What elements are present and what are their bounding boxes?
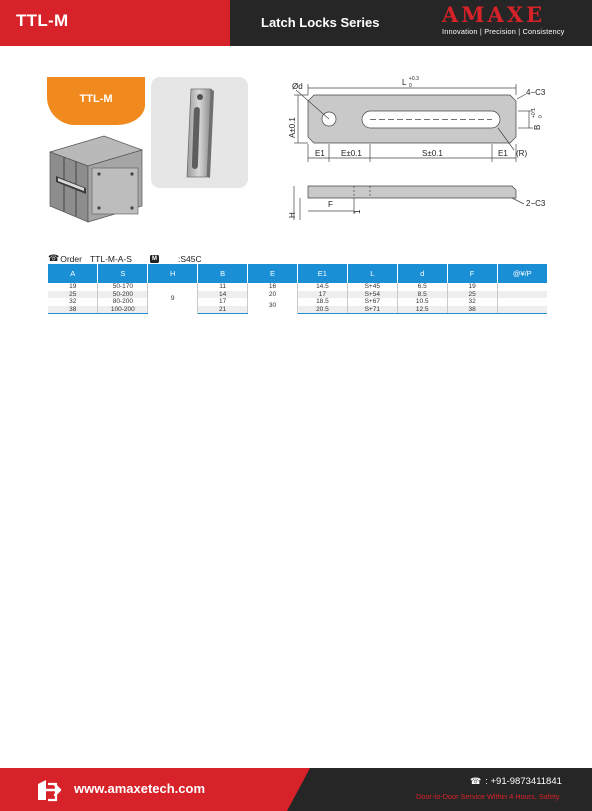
mold-assembly-image xyxy=(44,130,148,228)
cell-d: 6.5 xyxy=(397,283,447,291)
label-E: E±0.1 xyxy=(341,149,362,158)
product-badge xyxy=(47,77,145,125)
col-header: E1 xyxy=(297,264,347,283)
cell-E: 30 xyxy=(248,298,298,314)
label-L: L xyxy=(402,78,407,87)
label-2C3: 2−C3 xyxy=(526,199,546,208)
col-header: H xyxy=(148,264,198,283)
cell-L: S+54 xyxy=(347,291,397,299)
label-T: 1 xyxy=(353,209,362,214)
col-header: E xyxy=(248,264,298,283)
cell-L: S+71 xyxy=(347,306,397,314)
door-arrow-icon xyxy=(34,776,64,804)
col-header: F xyxy=(447,264,497,283)
cell-S: 80-200 xyxy=(98,298,148,306)
cell-E: 16 xyxy=(248,283,298,291)
product-photo xyxy=(151,77,248,188)
table-row xyxy=(48,306,547,314)
footer-phone xyxy=(470,776,562,787)
cell-A: 19 xyxy=(48,283,98,291)
technical-drawing xyxy=(286,74,548,222)
cell-A: 32 xyxy=(48,298,98,306)
cell-H: 9 xyxy=(148,283,198,314)
service-note: Door-to-Door Service Within 4 Hours, Safety xyxy=(416,792,560,801)
label-4C3: 4−C3 xyxy=(526,88,546,97)
label-L-tol-upper: +0.3 xyxy=(409,76,419,82)
material-symbol: M xyxy=(151,255,157,262)
brand-logo xyxy=(442,2,582,41)
label-E1-right: E1 xyxy=(498,149,508,158)
cell-price xyxy=(497,291,547,299)
cell-B: 11 xyxy=(198,283,248,291)
label-B: B xyxy=(533,124,542,130)
label-B-tol-lower: 0 xyxy=(538,115,544,118)
table-header-row xyxy=(48,264,547,283)
cell-F: 32 xyxy=(447,298,497,306)
label-L-tol-lower: 0 xyxy=(409,83,412,89)
label-R: (R) xyxy=(516,149,528,158)
cell-B: 21 xyxy=(198,306,248,314)
order-code: TTL-M-A-S xyxy=(89,253,132,264)
col-header: A xyxy=(48,264,98,283)
cell-S: 50-170 xyxy=(98,283,148,291)
label-E1-left: E1 xyxy=(315,149,325,158)
cell-F: 38 xyxy=(447,306,497,314)
cell-B: 17 xyxy=(198,298,248,306)
cell-d: 10.5 xyxy=(397,298,447,306)
label-S: S±0.1 xyxy=(422,149,443,158)
label-d: Ød xyxy=(292,82,303,91)
cell-A: 25 xyxy=(48,291,98,299)
telephone-icon: ☎ xyxy=(48,253,60,263)
col-header: S xyxy=(98,264,148,283)
cell-price xyxy=(497,306,547,314)
spec-table xyxy=(48,264,547,314)
cell-A: 38 xyxy=(48,306,98,314)
telephone-icon: ☎ xyxy=(470,776,482,786)
cell-d: 8.5 xyxy=(397,291,447,299)
cell-S: 50-200 xyxy=(98,291,148,299)
latch-bar-photo xyxy=(151,77,248,188)
label-A: A±0.1 xyxy=(288,117,297,138)
website-link[interactable]: www.amaxetech.com xyxy=(74,781,206,796)
cell-L: S+67 xyxy=(347,298,397,306)
cell-F: 25 xyxy=(447,291,497,299)
cell-F: 19 xyxy=(447,283,497,291)
label-H: H xyxy=(288,212,297,218)
cell-S: 100-200 xyxy=(98,306,148,314)
cell-E1: 18.5 xyxy=(297,298,347,306)
product-badge-label: TTL-M xyxy=(79,93,113,105)
table-row xyxy=(48,283,547,291)
cell-E1: 14.5 xyxy=(297,283,347,291)
col-header: L xyxy=(347,264,397,283)
brand-name: AMAXE xyxy=(442,2,546,27)
col-header: B xyxy=(198,264,248,283)
cell-d: 12.5 xyxy=(397,306,447,314)
product-code-title: TTL-M xyxy=(16,11,69,30)
material-value: :S45C xyxy=(177,253,202,264)
label-B-tol-upper: +0.1 xyxy=(531,108,537,118)
phone-number[interactable]: : +91-9873411841 xyxy=(485,776,562,787)
table-row xyxy=(48,298,547,306)
cell-price xyxy=(497,283,547,291)
order-prefix: Order xyxy=(60,253,82,264)
series-title: Latch Locks Series xyxy=(261,15,380,30)
brand-tagline: Innovation | Precision | Consistency xyxy=(442,27,565,36)
label-F: F xyxy=(328,200,333,209)
cell-price xyxy=(497,298,547,306)
col-header: @¥/P xyxy=(497,264,547,283)
cell-E: 20 xyxy=(248,291,298,299)
col-header: d xyxy=(397,264,447,283)
cell-E1: 17 xyxy=(297,291,347,299)
cell-B: 14 xyxy=(198,291,248,299)
cell-L: S+45 xyxy=(347,283,397,291)
order-line xyxy=(48,253,202,264)
table-row xyxy=(48,291,547,299)
cell-E1: 20.5 xyxy=(297,306,347,314)
